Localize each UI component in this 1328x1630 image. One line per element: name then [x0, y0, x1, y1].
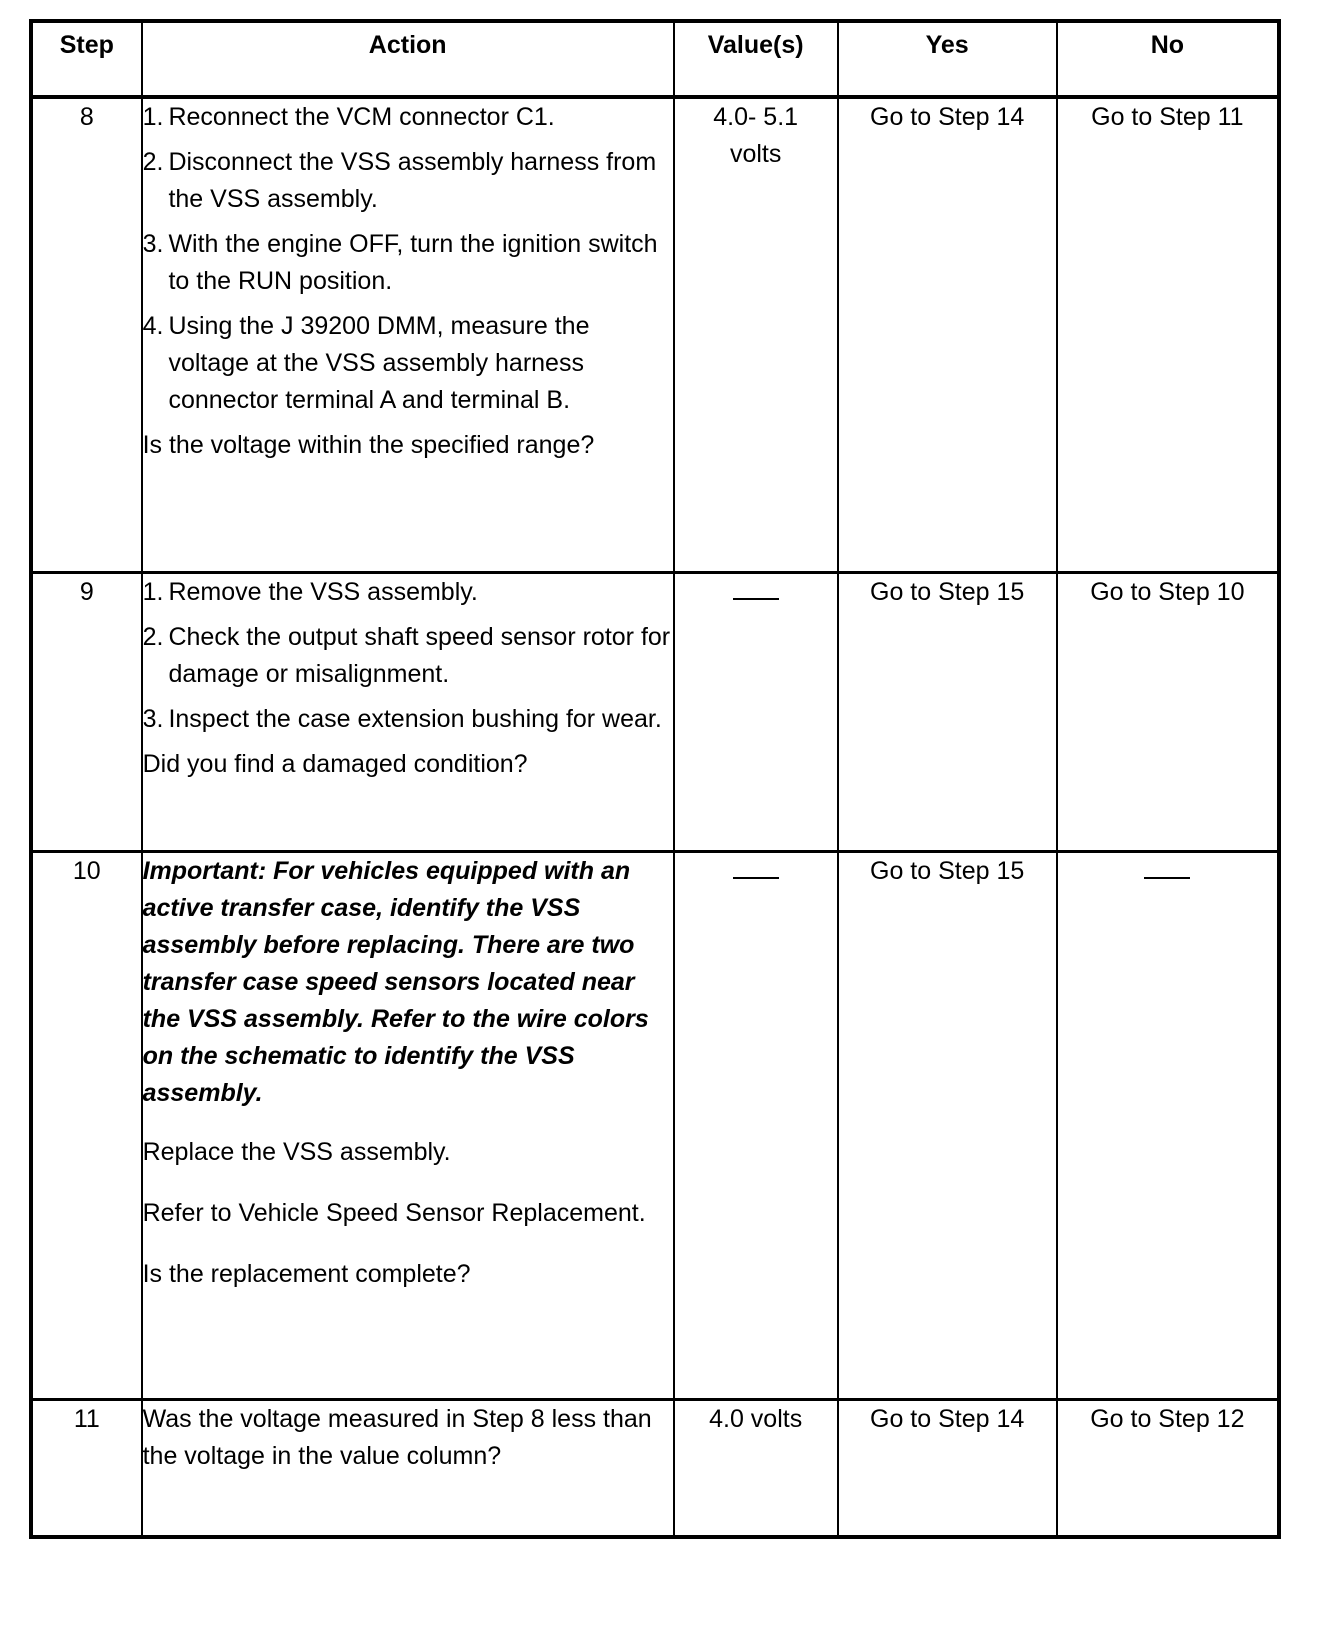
diagnostic-table — [29, 19, 1281, 1539]
yes-cell: Go to Step 14 — [838, 97, 1057, 572]
step-number: 11 — [31, 1399, 142, 1537]
yes-cell: Go to Step 15 — [838, 572, 1057, 851]
list-item: 3. Inspect the case extension bushing for wear. — [142, 704, 662, 733]
action-cell — [142, 97, 674, 572]
table-row — [31, 572, 1279, 851]
list-item: 3. With the engine OFF, turn the ignition switch to the RUN position. — [142, 230, 658, 295]
header-values: Value(s) — [674, 21, 838, 97]
action-list — [143, 99, 673, 419]
dash-mark — [733, 598, 779, 600]
no-cell: Go to Step 11 — [1057, 97, 1279, 572]
yes-cell: Go to Step 15 — [838, 851, 1057, 1399]
list-item: 1. Reconnect the VCM connector C1. — [142, 103, 555, 131]
step-number: 9 — [31, 572, 142, 851]
dash-mark — [733, 877, 779, 879]
header-no: No — [1057, 21, 1279, 97]
action-cell — [142, 851, 674, 1399]
list-item: 1. Remove the VSS assembly. — [142, 577, 478, 606]
value-cell — [674, 572, 838, 851]
reference-text: Refer to Vehicle Speed Sensor Replacement. — [142, 1198, 646, 1227]
action-cell — [142, 572, 674, 851]
value-cell — [674, 851, 838, 1399]
step-number: 8 — [31, 97, 142, 572]
value-cell: 4.0 volts — [674, 1399, 838, 1537]
header-yes: Yes — [838, 21, 1057, 97]
table-row — [31, 851, 1279, 1399]
no-cell: Go to Step 10 — [1057, 572, 1279, 851]
step-number: 10 — [31, 851, 142, 1399]
instruction-text: Replace the VSS assembly. — [142, 1137, 451, 1166]
question: Was the voltage measured in Step 8 less than the voltage in the value column? — [142, 1404, 652, 1470]
table-row — [31, 97, 1279, 572]
question: Is the replacement complete? — [142, 1259, 471, 1288]
header-row — [31, 21, 1279, 97]
value-cell — [674, 97, 838, 572]
yes-cell: Go to Step 14 — [838, 1399, 1057, 1537]
header-step: Step — [31, 21, 142, 97]
table-row — [31, 1399, 1279, 1537]
action-cell — [142, 1399, 674, 1537]
no-cell — [1057, 851, 1279, 1399]
value-text: 4.0- 5.1 volts — [713, 103, 799, 168]
question: Is the voltage within the specified range? — [142, 431, 595, 459]
dash-mark — [1144, 877, 1190, 879]
no-cell: Go to Step 12 — [1057, 1399, 1279, 1537]
action-list — [143, 574, 673, 738]
important-note: Important: For vehicles equipped with an active transfer case, identify the VSS assembly before replacing. There are two transfer case speed sensors located near the VSS assembly. Refer to the wire colors on the schematic to identify the VSS assembly. — [142, 856, 649, 1107]
list-item: 4. Using the J 39200 DMM, measure the voltage at the VSS assembly harness connector terminal A and terminal B. — [142, 312, 590, 414]
list-item: 2. Disconnect the VSS assembly harness from the VSS assembly. — [142, 148, 657, 213]
list-item: 2. Check the output shaft speed sensor rotor for damage or misalignment. — [142, 622, 671, 688]
header-action: Action — [142, 21, 674, 97]
question: Did you find a damaged condition? — [142, 749, 528, 778]
